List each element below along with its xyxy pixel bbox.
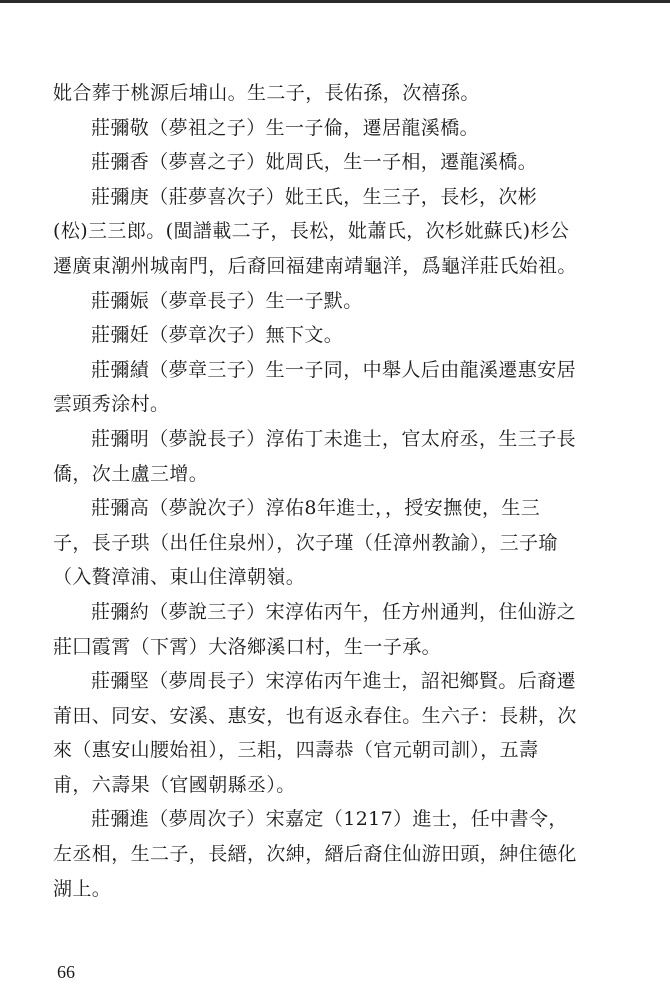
text-line: 莊彌績（夢章三子）生一子同，中舉人后由龍溪遷惠安居 (91, 358, 577, 381)
text-line: 甫，六壽果（官國朝縣丞）。 (53, 773, 296, 796)
top-border-line (0, 0, 670, 3)
text-line: 左丞相，生二子，長縉，次紳，縉后裔住仙游田頭，紳住德化 (53, 843, 577, 866)
text-line: 莊彌敬（夢祖之子）生一子倫，遷居龍溪橋。 (91, 116, 480, 139)
text-line: 遷廣東潮州城南門，后裔回福建南靖龜洋，爲龜洋莊氏始祖。 (53, 254, 577, 277)
text-line: 子，長子珙（出任住泉州），次子瑾（任漳州教諭），三子瑜 (53, 531, 558, 554)
text-line: 莆田、同安、安溪、惠安，也有返永春住。生六子：長耕，次 (53, 704, 577, 727)
text-line: 莊彌香（夢喜之子）妣周氏，生一子相，遷龍溪橋。 (91, 151, 538, 174)
text-line: 來（惠安山腰始祖），三耜，四壽恭（官元朝司訓），五壽 (53, 739, 539, 762)
text-line: 莊彌堅（夢周長子）宋淳佑丙午進士，詔祀鄉賢。后裔遷 (91, 670, 577, 693)
text-line: 莊彌高（夢說次子）淳佑8年進士，，授安撫使，生三 (91, 497, 541, 520)
genealogy-text-body (53, 76, 613, 906)
text-line: 僑，次土盧三增。 (53, 462, 209, 485)
page-number: 66 (57, 962, 75, 982)
text-line: 莊囗霞霄（下霄）大洛鄉溪口村，生一子承。 (53, 635, 442, 658)
text-line: 莊彌進（夢周次子）宋嘉定（1217）進士，任中書令， (91, 808, 568, 831)
text-line: 莊彌庚（莊夢喜次子）妣王氏，生三子，長杉，次彬 (91, 185, 538, 208)
text-line: 莊彌娠（夢章長子）生一子默。 (91, 289, 363, 312)
text-line: （入贅漳浦、東山住漳朝嶺。 (53, 566, 306, 589)
text-line: 莊彌妊（夢章次子）無下文。 (91, 324, 344, 347)
text-line: 莊彌約（夢說三子）宋淳佑丙午，任方州通判，住仙游之 (91, 600, 577, 623)
text-line: (松)三三郎。(閩譜載二子，長松，妣蕭氏，次杉妣蘇氏)杉公 (53, 220, 570, 243)
text-line: 妣合葬于桃源后埔山。生二子，長佑孫，次禧孫。 (53, 82, 480, 104)
text-line: 莊彌明（夢說長子）淳佑丁未進士，官太府丞，生三子長 (91, 427, 577, 450)
text-line: 湖上。 (53, 877, 112, 900)
text-line: 雲頭秀涂村。 (53, 393, 170, 416)
